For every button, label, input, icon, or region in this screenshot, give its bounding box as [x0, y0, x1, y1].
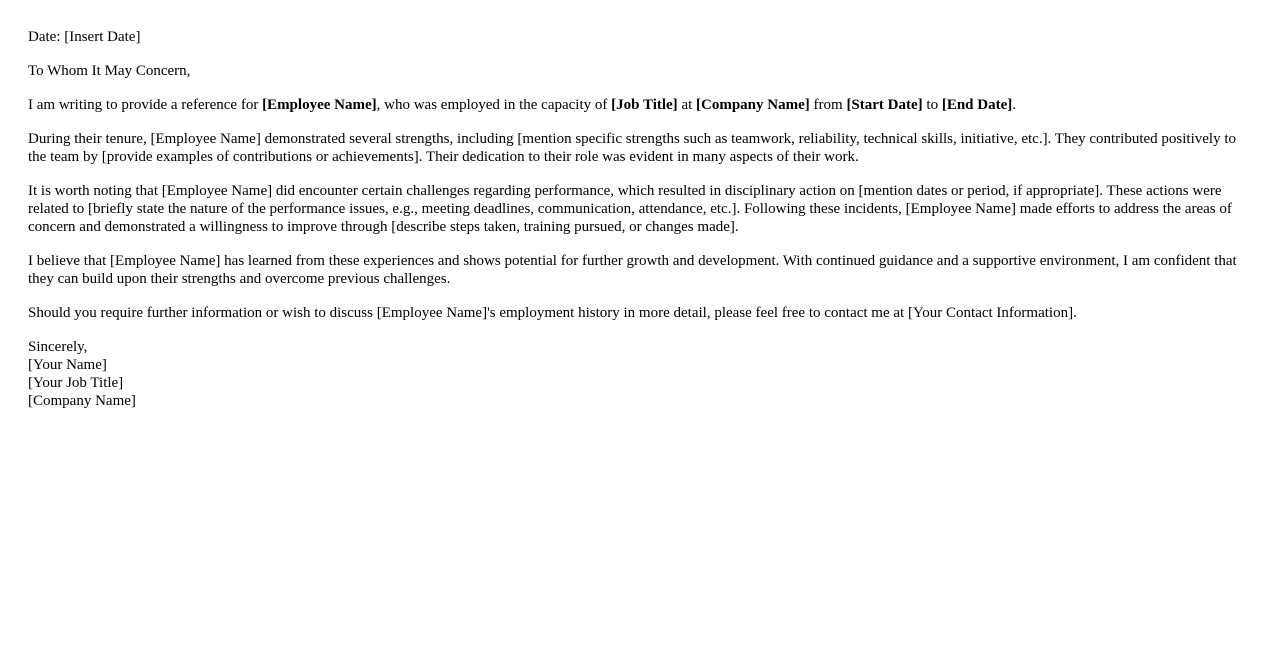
- date-line: Date: [Insert Date]: [28, 29, 141, 45]
- start-date-placeholder: [Start Date]: [846, 97, 923, 113]
- sign-off: Sincerely,: [28, 339, 88, 355]
- signer-company: [Company Name]: [28, 393, 136, 409]
- intro-text-5: to: [922, 97, 942, 113]
- intro-paragraph: [28, 96, 1250, 114]
- growth-paragraph: I believe that [Employee Name] has learned from these experiences and shows potential for further growth and development. With continued guidance and a supportive environment, I am confident that they can build upon their strengths and overcome previous challenges.: [28, 253, 1237, 287]
- salutation: To Whom It May Concern,: [28, 63, 191, 79]
- intro-text-2: , who was employed in the capacity of: [376, 97, 612, 113]
- job-title-placeholder: [Job Title]: [611, 97, 678, 113]
- intro-text-4: from: [809, 97, 847, 113]
- intro-text-6: .: [1012, 97, 1016, 113]
- signer-name: [Your Name]: [28, 357, 107, 373]
- signature-block: [28, 338, 1250, 410]
- end-date-placeholder: [End Date]: [941, 97, 1013, 113]
- strengths-paragraph: During their tenure, [Employee Name] demonstrated several strengths, including [mention specific strengths such as teamwork, reliability, technical skills, initiative, etc.]. They contributed positively to the team by [provide examples of contributions or achievements]. Their dedication to their role was evident in many aspects of their work.: [28, 131, 1237, 165]
- challenges-paragraph: It is worth noting that [Employee Name] did encounter certain challenges regarding performance, which resulted in disciplinary action on [mention dates or period, if appropriate]. These actions were related to [briefly state the nature of the performance issues, e.g., meeting deadlines, communication, attendance, etc.]. Following these incidents, [Employee Name] made efforts to address the areas of concern and demonstrated a willingness to improve through [describe steps taken, training pursued, or changes made].: [28, 183, 1232, 235]
- intro-text-1: I am writing to provide a reference for: [28, 97, 263, 113]
- employee-name-placeholder: [Employee Name]: [262, 97, 377, 113]
- signer-job-title: [Your Job Title]: [28, 375, 124, 391]
- intro-text-3: at: [677, 97, 697, 113]
- contact-paragraph: Should you require further information or wish to discuss [Employee Name]'s employment history in more detail, please feel free to contact me at [Your Contact Information].: [28, 305, 1077, 321]
- company-name-placeholder: [Company Name]: [696, 97, 810, 113]
